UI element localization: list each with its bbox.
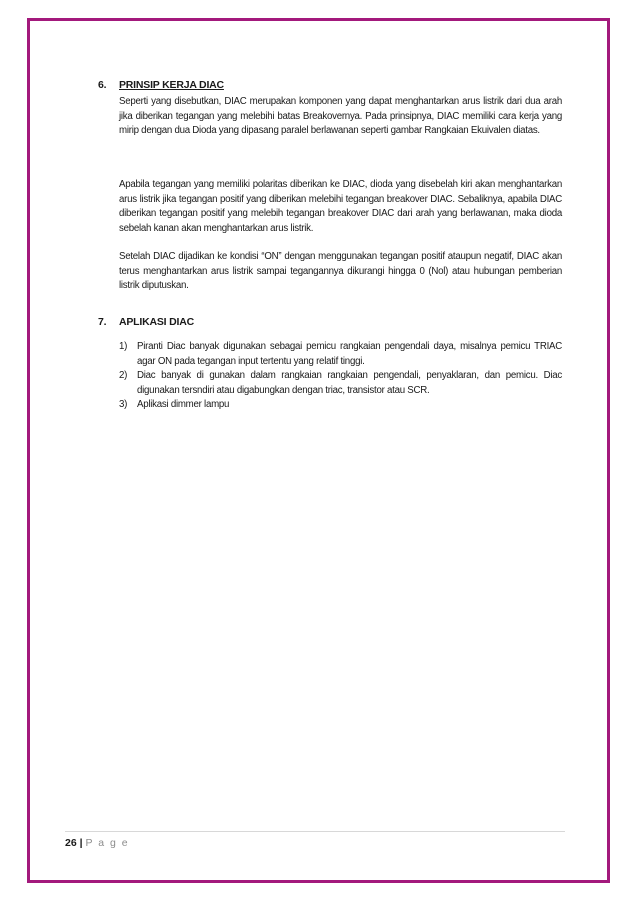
list-item-text: Aplikasi dimmer lampu [137,399,230,410]
page-border [27,18,610,883]
section-6-paragraph-2: Apabila tegangan yang memiliki polaritas diberikan ke DIAC, dioda yang disebelah kiri akan menghantarkan arus listrik jika tegangan positif yang diberikan melebihi tegangan breakover DIAC. Sebaliknya, apabila DIAC diberikan tegangan positif yang melebih tegangan breakover DIAC dari arah yang berlawanan, maka dioda sebelah kanan akan menghantarkan arus listrik. [119,179,562,234]
section-7-title: APLIKASI DIAC [119,316,194,328]
section-7-heading [98,316,194,328]
list-item [119,369,562,398]
page-footer [65,837,129,849]
section-6-heading [98,79,224,91]
list-item [119,398,562,413]
list-item-number: 1) [119,341,128,352]
section-6-paragraph-3: Setelah DIAC dijadikan ke kondisi “ON” dengan menggunakan tegangan positif ataupun negatif, DIAC akan terus menghantarkan arus listrik sampai tegangannya dikurangi hingga 0 (Nol) atau hubungan pemberian listrik diputuskan. [119,251,562,291]
section-6-number: 6. [98,79,107,91]
section-7-number: 7. [98,316,107,328]
list-item-number: 3) [119,399,128,410]
page-number: 26 [65,837,77,849]
footer-separator: | [79,837,83,849]
footer-divider [65,831,565,832]
list-item [119,340,562,369]
page-label: P a g e [85,837,130,849]
application-list [119,340,562,413]
list-item-text: Diac banyak di gunakan dalam rangkaian rangkaian pengendali, penyaklaran, dan pemicu. Diac digunakan tersndiri atau digabungkan dengan triac, transistor atau SCR. [137,370,562,396]
section-6-title: PRINSIP KERJA DIAC [119,79,224,91]
list-item-number: 2) [119,370,128,381]
section-6-paragraph-1: Seperti yang disebutkan, DIAC merupakan komponen yang dapat menghantarkan arus listrik dari dua arah jika diberikan tegangan yang melebihi batas Breakovernya. Pada prinsipnya, DIAC memiliki cara kerja yang mirip dengan dua Dioda yang dipasang paralel berlawanan seperti gambar Rangkaian Ekuivalen diatas. [119,96,562,136]
list-item-text: Piranti Diac banyak digunakan sebagai pemicu rangkaian pengendali daya, misalnya pemicu TRIAC agar ON pada tegangan input tertentu yang relatif tinggi. [137,341,562,367]
